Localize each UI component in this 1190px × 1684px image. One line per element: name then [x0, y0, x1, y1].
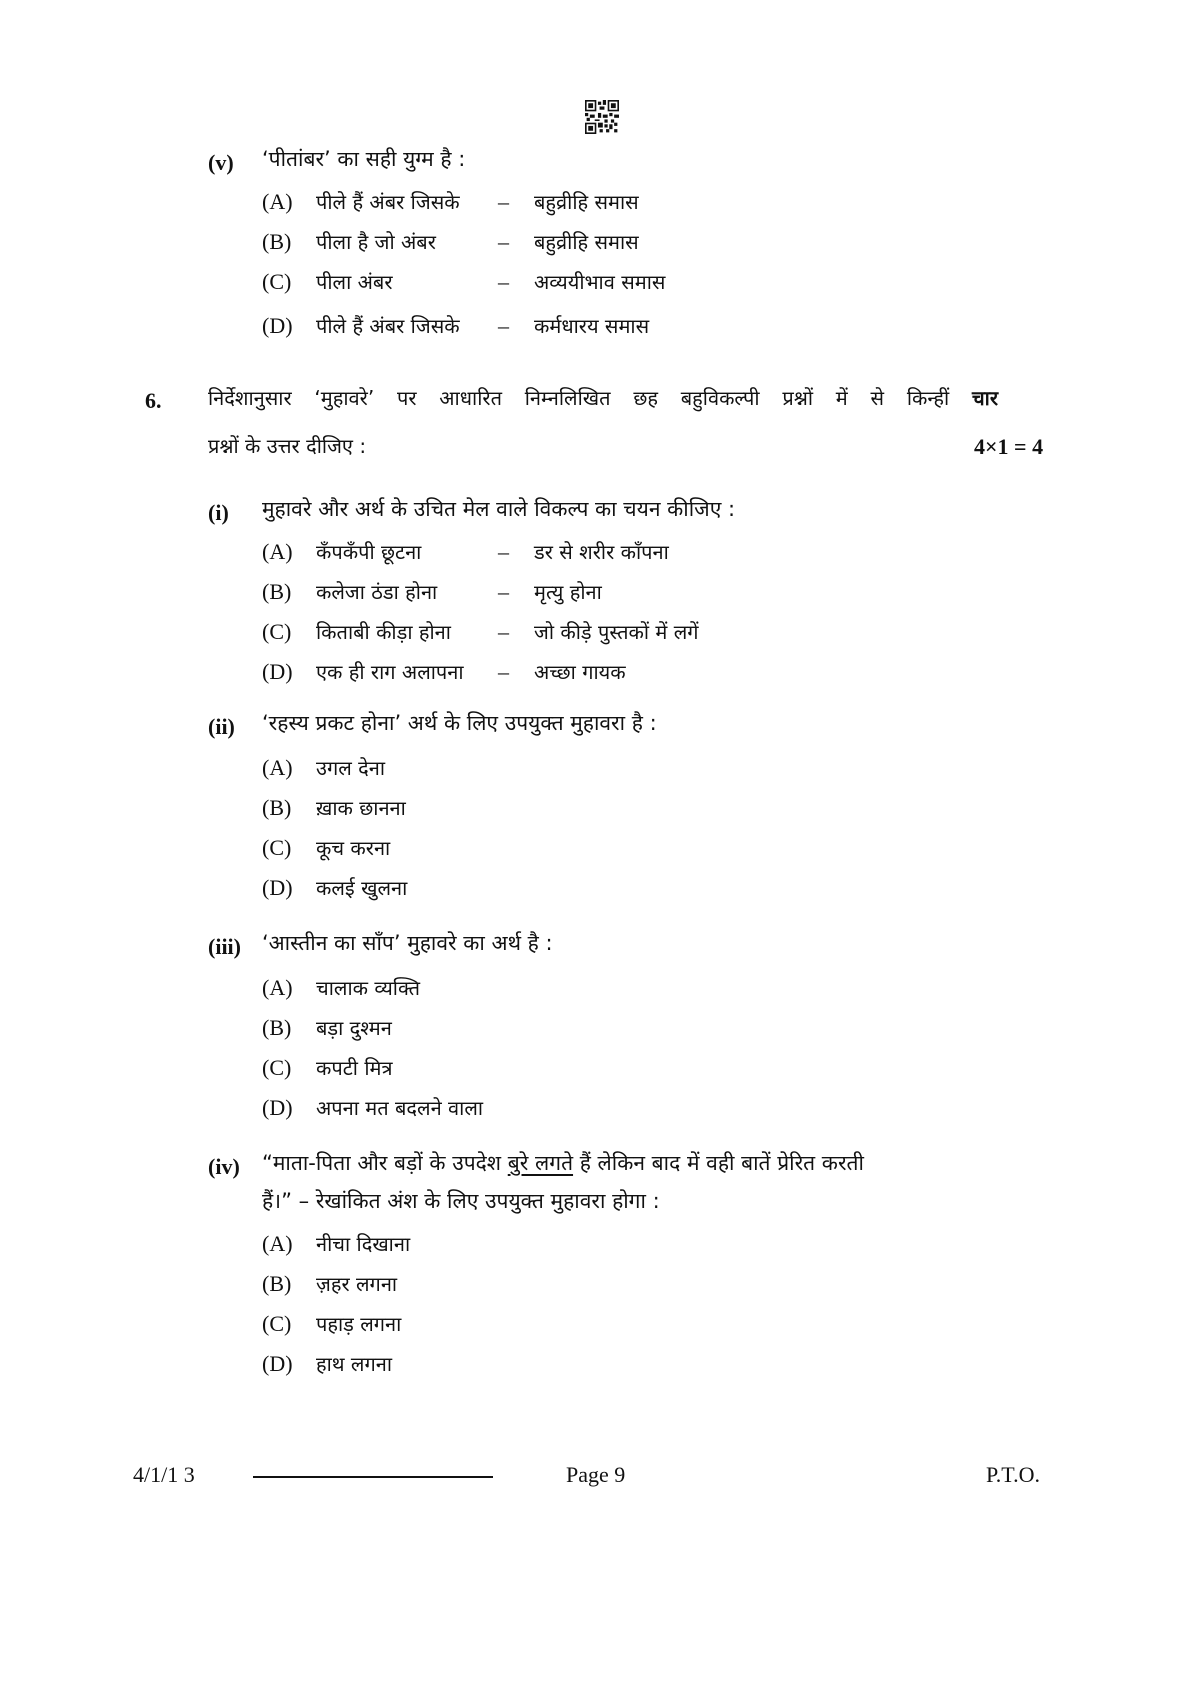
question-stem — [208, 384, 998, 411]
pto-label: P.T.O. — [986, 1462, 1040, 1487]
question-stem-bold: चार — [971, 386, 998, 410]
option-letter: (D) — [262, 313, 293, 338]
option-text: उगल देना — [316, 756, 386, 780]
option-row[interactable] — [262, 1094, 483, 1121]
option-meaning: कर्मधारय समास — [534, 314, 650, 338]
option-letter: (C) — [262, 835, 292, 860]
option-text: कूच करना — [316, 836, 391, 860]
sub-question-stem: ‘रहस्य प्रकट होना’ अर्थ के लिए उपयुक्त मुहावरा है : — [262, 711, 657, 735]
option-term: किताबी कीड़ा होना — [316, 620, 451, 644]
option-text: कलई खुलना — [316, 876, 408, 900]
option-row[interactable] — [262, 1350, 392, 1377]
option-text: ख़ाक छानना — [316, 796, 406, 820]
option-text: हाथ लगना — [316, 1352, 393, 1376]
sub-question-stem-line2: हैं।” – रेखांकित अंश के लिए उपयुक्त मुहावरा होगा : — [262, 1189, 660, 1213]
option-row[interactable] — [262, 312, 649, 339]
stem-text: हैं लेकिन बाद में वही बातें प्रेरित करती — [573, 1151, 864, 1175]
paper-code: 4/1/1 3 — [133, 1462, 195, 1487]
option-row[interactable] — [262, 754, 385, 781]
sub-question-label: (ii) — [208, 714, 235, 739]
option-row[interactable] — [262, 228, 639, 255]
option-letter: (B) — [262, 1271, 292, 1296]
sub-question-stem: ‘पीतांबर’ का सही युग्म है : — [262, 147, 466, 171]
option-letter: (D) — [262, 659, 293, 684]
option-row[interactable] — [262, 268, 665, 295]
sub-question-label: (iv) — [208, 1154, 240, 1179]
option-letter: (C) — [262, 269, 292, 294]
option-meaning: अव्ययीभाव समास — [534, 270, 666, 294]
option-text: अपना मत बदलने वाला — [316, 1096, 484, 1120]
option-meaning: मृत्यु होना — [534, 580, 602, 604]
qr-code-icon — [585, 100, 619, 134]
sub-question-stem: ‘आस्तीन का साँप’ मुहावरे का अर्थ है : — [262, 931, 553, 955]
option-dash: – — [498, 659, 509, 684]
option-letter: (C) — [262, 1055, 292, 1080]
sub-question-stem: मुहावरे और अर्थ के उचित मेल वाले विकल्प का चयन कीजिए : — [262, 497, 736, 521]
option-row[interactable] — [262, 1270, 397, 1297]
option-letter: (B) — [262, 795, 292, 820]
option-term: कलेजा ठंडा होना — [316, 580, 438, 604]
option-row[interactable] — [262, 578, 602, 605]
option-dash: – — [498, 229, 509, 254]
option-meaning: जो कीड़े पुस्तकों में लगें — [534, 620, 699, 644]
question-stem-text: निर्देशानुसार ‘मुहावरे’ पर आधारित निम्नलिखित छह बहुविकल्पी प्रश्नों में से किन्हीं — [208, 386, 950, 410]
option-dash: – — [498, 189, 509, 214]
option-letter: (D) — [262, 1095, 293, 1120]
underlined-phrase: बुरे लगते — [507, 1151, 574, 1175]
option-text: बड़ा दुश्मन — [316, 1016, 392, 1040]
option-row[interactable] — [262, 794, 406, 821]
option-row[interactable] — [262, 874, 407, 901]
option-letter: (B) — [262, 579, 292, 604]
sub-question-label: (i) — [208, 500, 229, 525]
option-meaning: अच्छा गायक — [534, 660, 626, 684]
option-row[interactable] — [262, 618, 699, 645]
stem-text: “माता-पिता और बड़ों के उपदेश — [262, 1151, 508, 1175]
marks-label: 4×1 = 4 — [974, 434, 1044, 459]
option-letter: (C) — [262, 1311, 292, 1336]
option-row[interactable] — [262, 974, 420, 1001]
question-number: 6. — [145, 388, 162, 413]
option-text: कपटी मित्र — [316, 1056, 393, 1080]
option-letter: (A) — [262, 975, 293, 1000]
option-dash: – — [498, 539, 509, 564]
option-row[interactable] — [262, 1054, 393, 1081]
option-text: ज़हर लगना — [316, 1272, 398, 1296]
option-meaning: बहुव्रीहि समास — [534, 230, 639, 254]
option-letter: (D) — [262, 875, 293, 900]
option-letter: (C) — [262, 619, 292, 644]
option-letter: (B) — [262, 229, 292, 254]
option-row[interactable] — [262, 1310, 401, 1337]
option-row[interactable] — [262, 834, 390, 861]
option-text: चालाक व्यक्ति — [316, 976, 421, 1000]
option-term: कँपकँपी छूटना — [316, 540, 422, 564]
option-term: एक ही राग अलापना — [316, 660, 464, 684]
option-row[interactable] — [262, 658, 626, 685]
option-row[interactable] — [262, 538, 669, 565]
option-letter: (B) — [262, 1015, 292, 1040]
option-term: पीला अंबर — [316, 270, 393, 294]
sub-question-label: (v) — [208, 150, 234, 175]
option-term: पीला है जो अंबर — [316, 230, 436, 254]
option-dash: – — [498, 313, 509, 338]
question-stem-line2: प्रश्नों के उत्तर दीजिए : — [208, 434, 367, 458]
option-dash: – — [498, 579, 509, 604]
sub-question-label: (iii) — [208, 934, 241, 959]
option-letter: (A) — [262, 189, 293, 214]
footer-rule — [253, 1476, 493, 1478]
option-dash: – — [498, 619, 509, 644]
option-letter: (A) — [262, 755, 293, 780]
option-term: पीले हैं अंबर जिसके — [316, 314, 460, 338]
option-text: पहाड़ लगना — [316, 1312, 402, 1336]
option-meaning: बहुव्रीहि समास — [534, 190, 639, 214]
option-letter: (D) — [262, 1351, 293, 1376]
option-term: पीले हैं अंबर जिसके — [316, 190, 460, 214]
option-dash: – — [498, 269, 509, 294]
option-letter: (A) — [262, 539, 293, 564]
option-row[interactable] — [262, 1230, 410, 1257]
option-row[interactable] — [262, 188, 639, 215]
option-meaning: डर से शरीर काँपना — [534, 540, 669, 564]
option-text: नीचा दिखाना — [316, 1232, 411, 1256]
option-row[interactable] — [262, 1014, 392, 1041]
page-number: Page 9 — [566, 1462, 626, 1487]
option-letter: (A) — [262, 1231, 293, 1256]
sub-question-stem — [262, 1150, 864, 1177]
